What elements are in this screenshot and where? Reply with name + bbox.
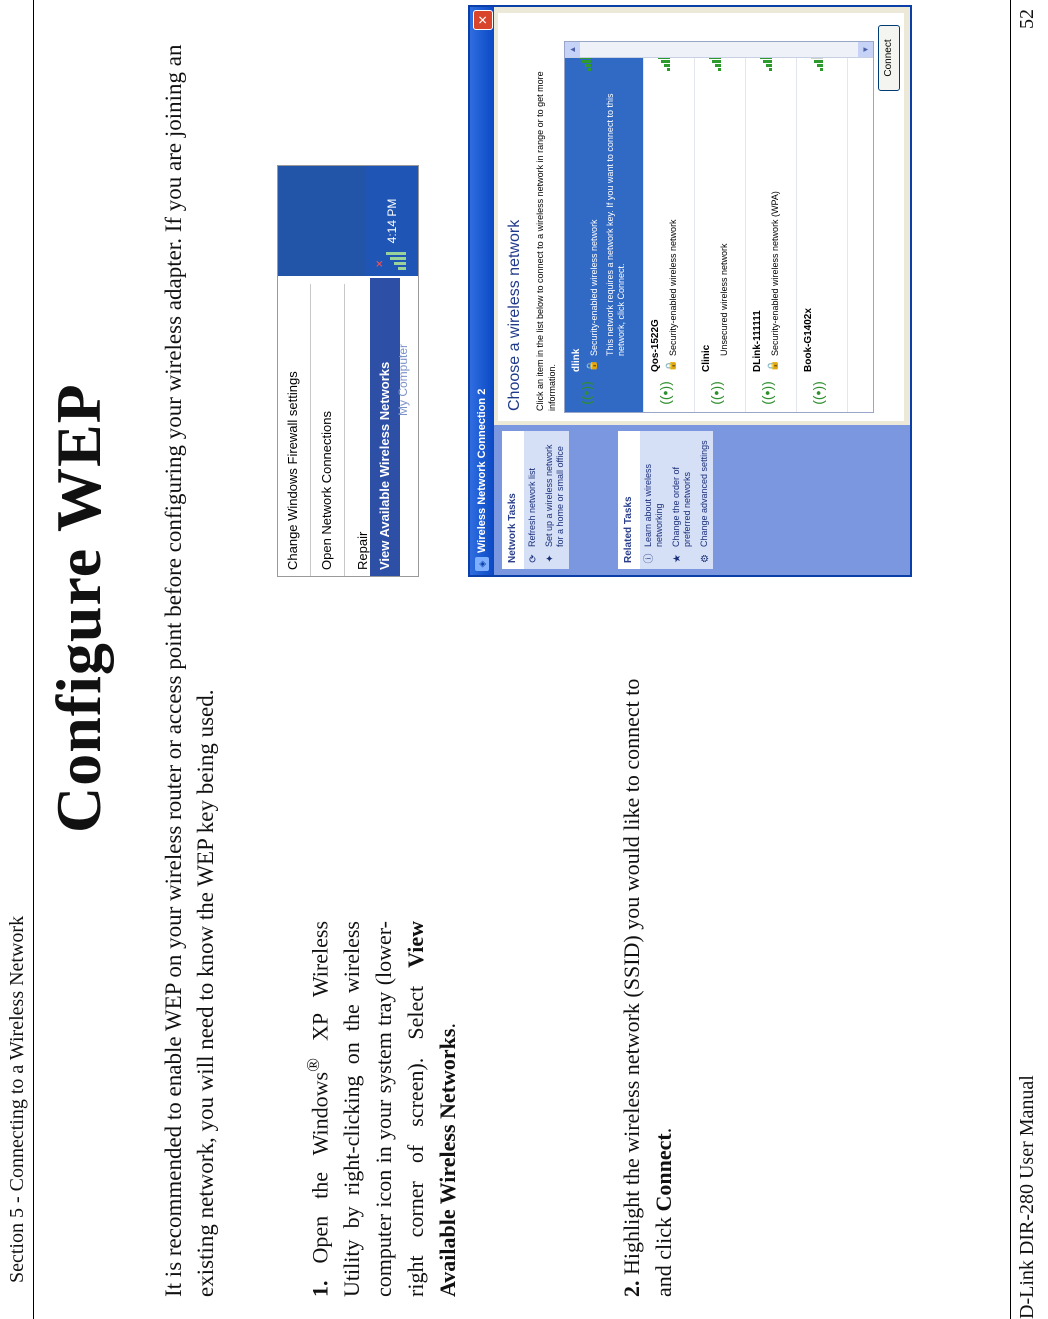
network-list [564,41,874,413]
wireless-antenna-icon: ((•)) [810,381,826,405]
signal-bar [582,60,591,63]
network-item[interactable] [797,42,848,412]
step-text: Highlight the wireless network (SSID) you would like to connect to and click [619,678,676,1297]
intro-paragraph: It is recommended to enable WEP on your wireless router or access point before configuring your wireless adapter. If you are joining an existing network, you will need to know the WEP key being used. [161,44,218,1297]
bottom-divider [1010,0,1011,1319]
step-text: XP Wireless Utility by right-clicking on the wireless computer icon in your system tray (lower-right corner of screen). Select [307,920,429,1297]
network-description: This network requires a network key. If you want to connect to this network, click Connect. [605,93,626,356]
footer-page-number: 52 [1016,9,1038,29]
signal-bar [814,60,823,63]
related-tasks-panel [618,431,713,569]
signal-bar [588,68,591,71]
connect-button[interactable]: Connect [878,25,900,91]
network-security: Security-enabled wireless network [668,219,678,356]
network-chooser [498,13,904,421]
network-tasks-heading: Network Tasks [502,431,524,569]
menu-separator [310,284,311,576]
advanced-settings-link[interactable] [696,431,713,569]
network-ssid: Qos-1522G [650,319,661,372]
network-item[interactable] [695,42,746,412]
refresh-icon: ⟳ [528,554,539,563]
setup-wireless-network-link[interactable] [541,431,569,569]
page-title: Configure WEP [43,383,114,833]
network-ssid: Clinic [701,344,712,372]
network-security: Security-enabled wireless network [589,219,599,356]
signal-bar [718,68,721,71]
task-label: Change advanced settings [699,440,709,547]
wireless-antenna-icon: ((•)) [578,381,594,405]
signal-bar [766,64,772,67]
step-1 [297,921,464,1297]
menu-separator [344,284,345,576]
network-app-icon: ◈ [475,557,489,571]
network-ssid: Book-G1402x [803,308,814,372]
wireless-antenna-icon: ((•)) [708,381,724,405]
step-2 [616,647,680,1297]
signal-bar [769,68,772,71]
task-label: Set up a wireless network for a home or small office [544,444,565,547]
refresh-network-list-link[interactable] [524,431,541,569]
signal-bar [763,60,772,63]
svg-text:✕: ✕ [375,259,386,268]
signal-bar [667,68,670,71]
step-number: 2. [619,1280,644,1297]
signal-bar [712,60,721,63]
tray-clock: 4:14 PM [366,166,418,276]
tray-context-menu-screenshot [277,165,419,577]
task-label: Learn about wireless networking [643,463,664,547]
step-text: Open the Windows [307,1071,333,1264]
chooser-heading: Choose a wireless network [506,219,523,411]
menu-item-firewall-settings[interactable]: Change Windows Firewall settings [285,371,300,570]
lock-icon: 🔒 [666,359,677,372]
window-titlebar[interactable] [470,7,494,575]
wireless-antenna-icon: ((•)) [657,381,673,405]
step-emphasis: Connect [651,1133,676,1212]
wireless-antenna-icon: ((•)) [759,381,775,405]
wireless-tray-icon[interactable] [368,246,418,276]
scroll-up-icon[interactable]: ▲ [565,42,580,57]
network-ssid: dlink [571,348,582,372]
step-text: . [651,1127,676,1134]
network-tasks-panel [502,431,569,569]
related-tasks-heading: Related Tasks [618,431,640,569]
network-item[interactable] [565,42,644,412]
desktop-label: My Computer [396,343,410,416]
learn-wireless-link[interactable] [640,431,668,569]
network-security: Security-enabled wireless network (WPA) [770,191,780,356]
preferred-networks-link[interactable] [668,431,696,569]
scroll-down-icon[interactable]: ▼ [858,42,873,57]
signal-bar [585,64,591,67]
lock-icon: 🔒 [587,359,598,372]
registered-mark: ® [303,1057,323,1072]
task-label: Change the order of preferred networks [671,466,692,547]
section-header: Section 5 - Connecting to a Wireless Network [6,915,28,1283]
signal-bar [820,68,823,71]
step-emphasis: View Available Wireless Networks [403,921,461,1297]
context-menu [278,284,418,576]
signal-bar [661,60,670,63]
setup-wizard-icon: ✦ [545,554,556,563]
signal-bar [664,64,670,67]
footer-manual-name: D-Link DIR-280 User Manual [1016,1075,1038,1319]
settings-icon: ⚙ [700,554,711,563]
menu-item-open-network-connections[interactable]: Open Network Connections [319,411,334,570]
signal-bar [715,64,721,67]
chooser-instructions: Click an item in the list below to connect to a wireless network in range or to get more information. [535,71,557,411]
task-label: Refresh network list [527,467,537,547]
list-scrollbar[interactable] [565,42,873,58]
window-title: Wireless Network Connection 2 [476,388,488,553]
wireless-connection-window [468,5,912,577]
task-sidebar [494,425,910,575]
network-security: Unsecured wireless network [719,243,729,356]
menu-item-repair[interactable]: Repair [355,531,370,570]
close-button[interactable]: ✕ [473,10,493,30]
network-item[interactable] [746,42,797,412]
network-ssid: DLink-111111 [752,310,763,372]
top-divider [33,0,34,1319]
info-icon: ⓘ [644,553,655,564]
menu-item-view-available-networks[interactable]: View Available Wireless Networks [370,278,400,576]
step-number: 1. [307,1280,333,1297]
network-item[interactable] [644,42,695,412]
step-text: . [435,1023,461,1029]
lock-icon: 🔒 [768,359,779,372]
star-icon: ★ [672,554,683,563]
signal-bar [817,64,823,67]
